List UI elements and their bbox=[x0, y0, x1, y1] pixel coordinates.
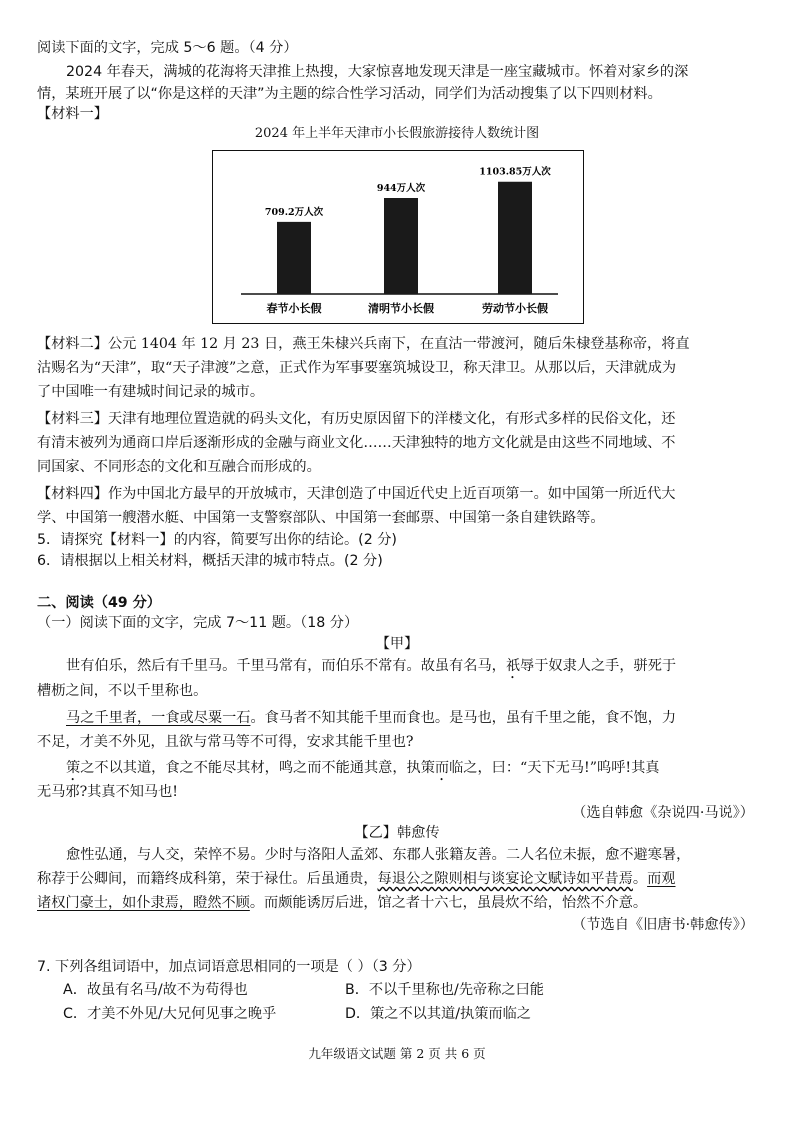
option-a: A．故虽有名马/故不为苟得也 bbox=[63, 982, 248, 998]
section2-heading: 二、阅读（49 分） bbox=[37, 595, 161, 611]
jia-p3-line1: 策之不以其道，食之不能尽其材，鸣之而不能通其意，执策而临之，曰：“天下无马!”呜呼!其真 bbox=[66, 760, 660, 776]
bar-chart bbox=[212, 150, 584, 324]
wavy-underlined-sentence: 每退公之隙则相与谈宴论文赋诗如平昔焉 bbox=[377, 871, 633, 887]
jia-p1-line2: 槽枥之间，不以千里称也。 bbox=[37, 683, 208, 699]
jia-label: 【甲】 bbox=[375, 636, 419, 652]
question-7-stem: 7. 下列各组词语中，加点词语意思相同的一项是（ ）（3 分） bbox=[37, 959, 421, 975]
bar-data-label: 1103.85万人次 bbox=[479, 166, 551, 178]
yi-line1: 愈性弘通，与人交，荣悴不易。少时与洛阳人孟郊、东郡人张籍友善。二人名位未振，愈不避寒暑， bbox=[66, 847, 691, 863]
material4-line2: 学、中国第一艘潜水艇、中国第一支警察部队、中国第一套邮票、中国第一条自建铁路等。 bbox=[37, 510, 605, 526]
underlined-sentence: 马之千里者，一食或尽粟一石 bbox=[66, 710, 251, 726]
bar bbox=[498, 182, 532, 294]
bar-chart-svg bbox=[213, 151, 583, 323]
material1-label: 【材料一】 bbox=[37, 106, 108, 122]
bar bbox=[277, 222, 311, 294]
option-b: B．不以千里称也/先帝称之曰能 bbox=[345, 982, 544, 998]
question-5: 5．请探究【材料一】的内容，简要写出你的结论。(2 分) bbox=[37, 532, 397, 548]
material2-line3: 了中国唯一有建城时间记录的城市。 bbox=[37, 384, 265, 400]
category-label: 劳动节小长假 bbox=[482, 302, 548, 315]
question-6: 6．请根据以上相关材料，概括天津的城市特点。(2 分) bbox=[37, 553, 383, 569]
yi-source: （节选自《旧唐书·韩愈传》） bbox=[572, 917, 754, 933]
bar-data-label: 944万人次 bbox=[376, 183, 426, 194]
underlined-sentence-2: 诸权门豪士，如仆隶焉，瞪然不顾 bbox=[37, 895, 250, 911]
yi-line3: 诸权门豪士，如仆隶焉，瞪然不顾。而颇能诱厉后进，馆之者十六七，虽晨炊不给，怡然不介意。 bbox=[37, 895, 648, 911]
material2-line1: 【材料二】公元 1404 年 12 月 23 日，燕王朱棣兴兵南下，在直沽一带渡河，随后朱棣登基称帝，将直 bbox=[37, 336, 690, 352]
section2-subheading: （一）阅读下面的文字，完成 7～11 题。（18 分） bbox=[37, 615, 359, 631]
jia-source: （选自韩愈《杂说四·马说》） bbox=[572, 805, 754, 821]
chart-title: 2024 年上半年天津市小长假旅游接待人数统计图 bbox=[254, 126, 540, 141]
bar-data-label: 709.2万人次 bbox=[264, 206, 324, 218]
intro-paragraph-line1: 2024 年春天，满城的花海将天津推上热搜，大家惊喜地发现天津是一座宝藏城市。怀着对家乡的深 bbox=[66, 64, 689, 80]
bar bbox=[384, 198, 418, 294]
material3-line3: 同国家、不同形态的文化和互融合而形成的。 bbox=[37, 459, 321, 475]
yi-label: 【乙】韩愈传 bbox=[354, 825, 440, 841]
category-label: 春节小长假 bbox=[266, 302, 322, 315]
category-label: 清明节小长假 bbox=[368, 302, 434, 315]
jia-p2-line1: 马之千里者，一食或尽粟一石。食马者不知其能千里而食也。是马也，虽有千里之能，食不饱，力 bbox=[66, 710, 677, 726]
yi-line2: 称荐于公卿间，而籍终成科第，荣于禄仕。后虽通贵，每退公之隙则相与谈宴论文赋诗如平昔焉。而观 bbox=[37, 871, 676, 887]
jia-p3-line2: 无马邪?其真不知马也! bbox=[37, 784, 178, 800]
instruction-text: 阅读下面的文字，完成 5～6 题。（4 分） bbox=[37, 40, 298, 56]
material2-line2: 沽赐名为“天津”，取“天子津渡”之意，正式作为军事要塞筑城设卫，称天津卫。从那以后，天津就成为 bbox=[37, 360, 677, 376]
intro-paragraph-line2: 情，某班开展了以“你是这样的天津”为主题的综合性学习活动，同学们为活动搜集了以下四则材料。 bbox=[37, 86, 662, 102]
material4-line1: 【材料四】作为中国北方最早的开放城市，天津创造了中国近代史上近百项第一。如中国第一所近代大 bbox=[37, 486, 676, 502]
material3-line2: 有清末被列为通商口岸后逐渐形成的金融与商业文化……天津独特的地方文化就是由这些不同地域、不 bbox=[37, 435, 676, 451]
option-d: D．策之不以其道/执策而临之 bbox=[345, 1006, 531, 1022]
jia-p2-line2: 不足，才美不外见，且欲与常马等不可得，安求其能千里也? bbox=[37, 734, 414, 750]
page-footer: 九年级语文试题 第 2 页 共 6 页 bbox=[308, 1046, 486, 1061]
material3-line1: 【材料三】天津有地理位置造就的码头文化，有历史原因留下的洋楼文化，有形式多样的民俗文化，还 bbox=[37, 411, 676, 427]
option-c: C．才美不外见/大兄何见事之晚乎 bbox=[63, 1006, 277, 1022]
jia-p1-line1: 世有伯乐，然后有千里马。千里马常有，而伯乐不常有。故虽有名马，祇辱于奴隶人之手，骈死于 bbox=[66, 658, 677, 674]
